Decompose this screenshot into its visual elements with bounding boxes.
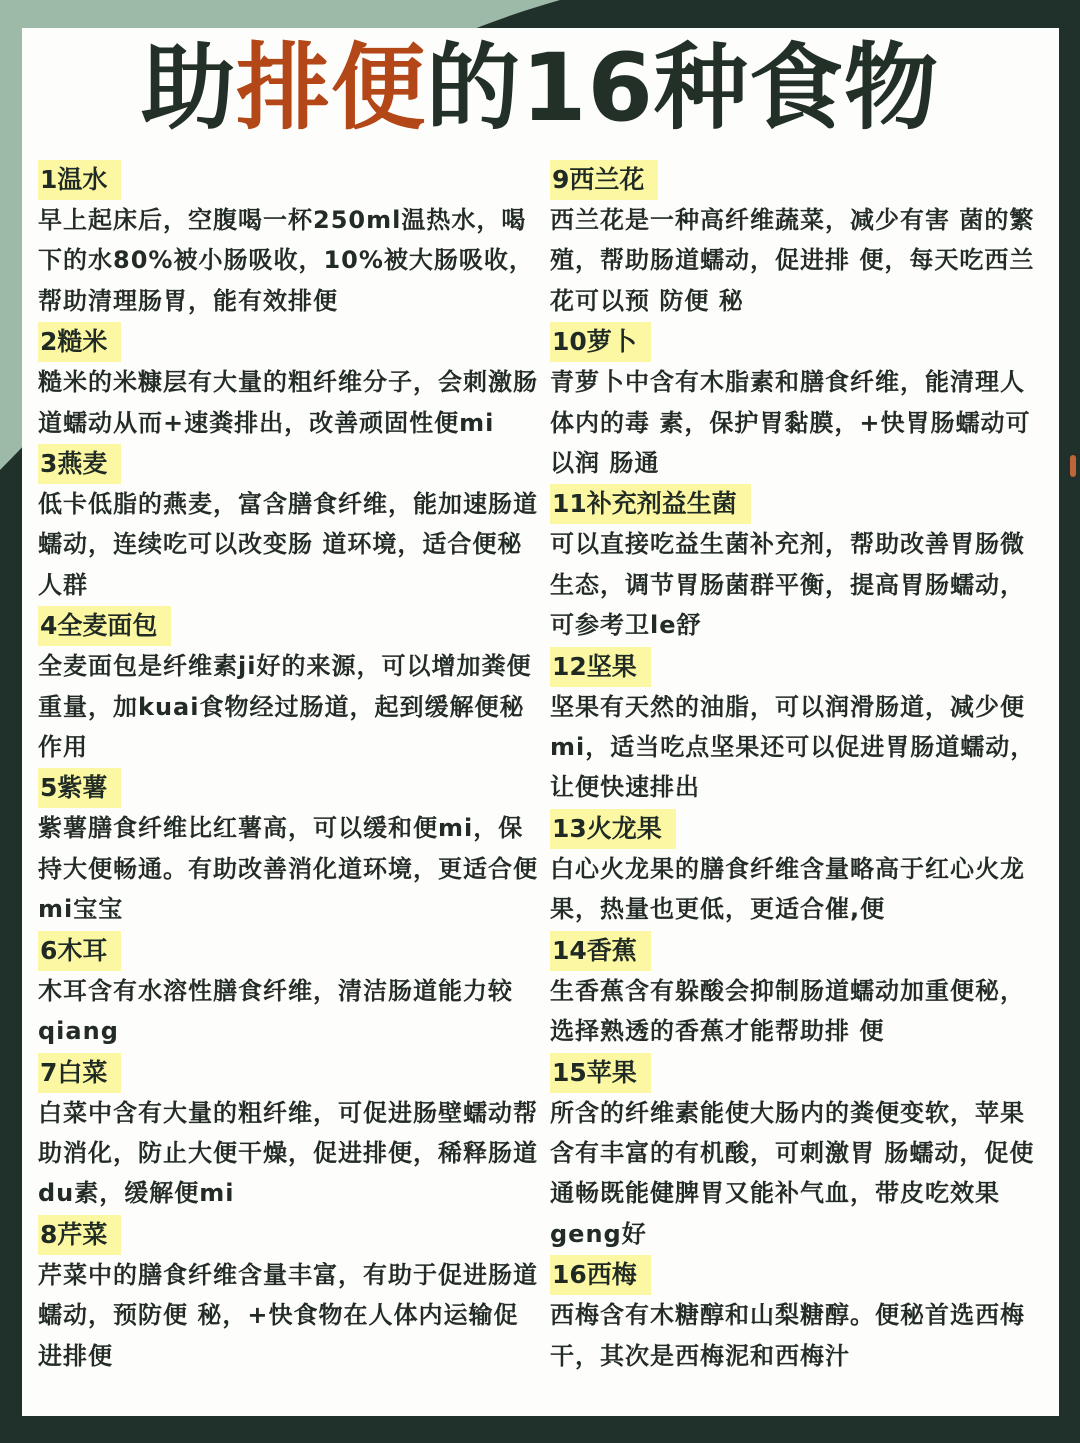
food-description: 西梅含有木糖醇和山梨糖醇。便秘首选西梅干，其次是西梅泥和西梅汁 <box>550 1301 1025 1370</box>
food-description: 青萝卜中含有木脂素和膳食纤维，能清理人体内的毒 素，保护胃黏膜，+快胃肠蠕动可以润 肠通 <box>550 368 1031 478</box>
edge-marker <box>1070 455 1076 477</box>
food-item-16 <box>550 1254 1045 1376</box>
food-heading: 3燕麦 <box>38 444 121 484</box>
food-description: 白心火龙果的膳食纤维含量略高于红心火龙果，热量也更低，更适合催,便 <box>550 854 1025 924</box>
food-item-8 <box>38 1214 543 1376</box>
food-heading: 8芹菜 <box>38 1215 121 1255</box>
food-item-1 <box>38 159 543 321</box>
food-description: 早上起床后，空腹喝一杯250ml温热水，喝下的水80%被小肠吸收，10%被大肠吸收，帮助清理肠胃，能有效排便 <box>38 206 534 315</box>
food-item-15 <box>550 1052 1045 1255</box>
food-heading: 7白菜 <box>38 1053 121 1093</box>
food-heading: 15苹果 <box>550 1053 651 1093</box>
food-description: 所含的纤维素能使大肠内的粪便变软，苹果含有丰富的有机酸，可刺激胃 肠蠕动，促使通畅既能健脾胃又能补气血，带皮吃效果geng好 <box>550 1098 1035 1248</box>
food-item-12 <box>550 646 1045 808</box>
food-item-5 <box>38 767 543 929</box>
food-description: 生香蕉含有躲酸会抑制肠道蠕动加重便秘，选择熟透的香蕉才能帮助排 便 <box>550 976 1025 1046</box>
food-item-11 <box>550 483 1045 645</box>
page-title <box>0 34 1080 144</box>
food-item-3 <box>38 443 543 605</box>
right-column <box>550 159 1045 1376</box>
title-accent: 排便 <box>236 34 427 143</box>
food-description: 紫薯膳食纤维比红薯高，可以缓和便mi，保持大便畅通。有助改善消化道环境，更适合便mi宝宝 <box>38 814 538 924</box>
food-item-7 <box>38 1052 543 1214</box>
food-description: 可以直接吃益生菌补充剂，帮助改善胃肠微生态，调节胃肠菌群平衡，提高胃肠蠕动，可参考卫le舒 <box>550 530 1025 640</box>
food-item-9 <box>550 159 1045 321</box>
food-item-10 <box>550 321 1045 483</box>
food-heading: 14香蕉 <box>550 931 651 971</box>
food-heading: 5紫薯 <box>38 768 121 808</box>
food-item-13 <box>550 808 1045 930</box>
food-item-2 <box>38 321 543 443</box>
food-heading: 1温水 <box>38 160 121 200</box>
food-item-14 <box>550 930 1045 1052</box>
food-heading: 16西梅 <box>550 1255 651 1295</box>
title-part-1: 助 <box>141 34 237 143</box>
food-description: 低卡低脂的燕麦，富含膳食纤维，能加速肠道蠕动，连续吃可以改变肠 道环境，适合便秘人群 <box>38 490 538 599</box>
food-heading: 4全麦面包 <box>38 606 171 646</box>
food-description: 全麦面包是纤维素ji好的来源，可以增加粪便重量，加kuai食物经过肠道，起到缓解便秘作用 <box>38 652 532 762</box>
food-heading: 12坚果 <box>550 647 651 687</box>
food-description: 坚果有天然的油脂，可以润滑肠道，减少便mi，适当吃点坚果还可以促进胃肠道蠕动，让便快速排出 <box>550 692 1036 802</box>
title-part-2: 的16种食物 <box>426 34 939 143</box>
left-column <box>38 159 543 1376</box>
food-heading: 11补充剂益生菌 <box>550 484 751 524</box>
food-heading: 13火龙果 <box>550 809 676 849</box>
food-heading: 2糙米 <box>38 322 121 362</box>
food-description: 糙米的米糠层有大量的粗纤维分子，会刺激肠道蠕动从而+速粪排出，改善顽固性便mi <box>38 368 538 437</box>
food-description: 西兰花是一种高纤维蔬菜，减少有害 菌的繁殖，帮助肠道蠕动，促进排 便，每天吃西兰花可以预 防便 秘 <box>550 206 1035 315</box>
food-item-4 <box>38 605 543 767</box>
food-heading: 6木耳 <box>38 931 121 971</box>
food-description: 白菜中含有大量的粗纤维，可促进肠壁蠕动帮助消化，防止大便干燥，促进排便，稀释肠道du素，缓解便mi <box>38 1098 538 1208</box>
food-heading: 9西兰花 <box>550 160 658 200</box>
food-item-6 <box>38 930 543 1052</box>
food-description: 木耳含有水溶性膳食纤维，清洁肠道能力较qiang <box>38 976 513 1046</box>
food-heading: 10萝卜 <box>550 322 651 362</box>
food-description: 芹菜中的膳食纤维含量丰富，有助于促进肠道蠕动，预防便 秘，+快食物在人体内运输促进排便 <box>38 1260 538 1370</box>
